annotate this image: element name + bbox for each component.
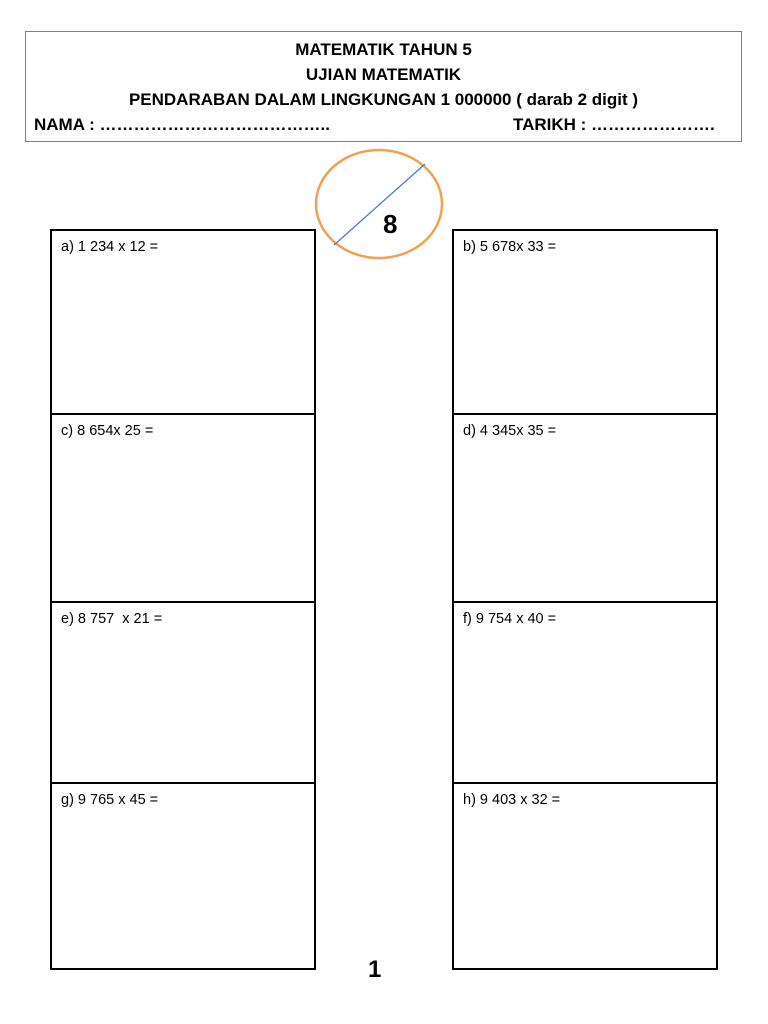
answer-box-g[interactable]: [52, 782, 314, 968]
answer-box-c[interactable]: [52, 413, 314, 601]
score-slash: [334, 164, 425, 245]
answer-box-d[interactable]: [454, 413, 716, 601]
question-e: e) 8 757 x 21 =: [61, 611, 163, 627]
test-title: UJIAN MATEMATIK: [305, 65, 462, 84]
topic-title: PENDARABAN DALAM LINGKUNGAN 1 000000 ( darab 2 digit ): [128, 90, 639, 109]
score-circle: [314, 148, 444, 260]
right-answer-column: [452, 229, 718, 970]
answer-box-e[interactable]: [52, 601, 314, 782]
question-f: f) 9 754 x 40 =: [463, 611, 557, 627]
name-field[interactable]: NAMA : …………………………………..: [34, 115, 330, 134]
page-number: 1: [368, 956, 382, 983]
answer-box-f[interactable]: [454, 601, 716, 782]
left-answer-column: [50, 229, 316, 970]
question-b: b) 5 678x 33 =: [463, 239, 557, 255]
answer-box-h[interactable]: [454, 782, 716, 968]
question-c: c) 8 654x 25 =: [61, 423, 154, 439]
question-g: g) 9 765 x 45 =: [61, 792, 159, 808]
question-d: d) 4 345x 35 =: [463, 423, 557, 439]
answer-box-a[interactable]: [52, 231, 314, 413]
question-a: a) 1 234 x 12 =: [61, 239, 159, 255]
score-total: 8: [383, 209, 398, 239]
question-h: h) 9 403 x 32 =: [463, 792, 561, 808]
answer-box-b[interactable]: [454, 231, 716, 413]
subject-title: MATEMATIK TAHUN 5: [295, 40, 472, 59]
header-box: [25, 31, 742, 142]
date-field[interactable]: TARIKH : ………………….: [513, 115, 715, 134]
